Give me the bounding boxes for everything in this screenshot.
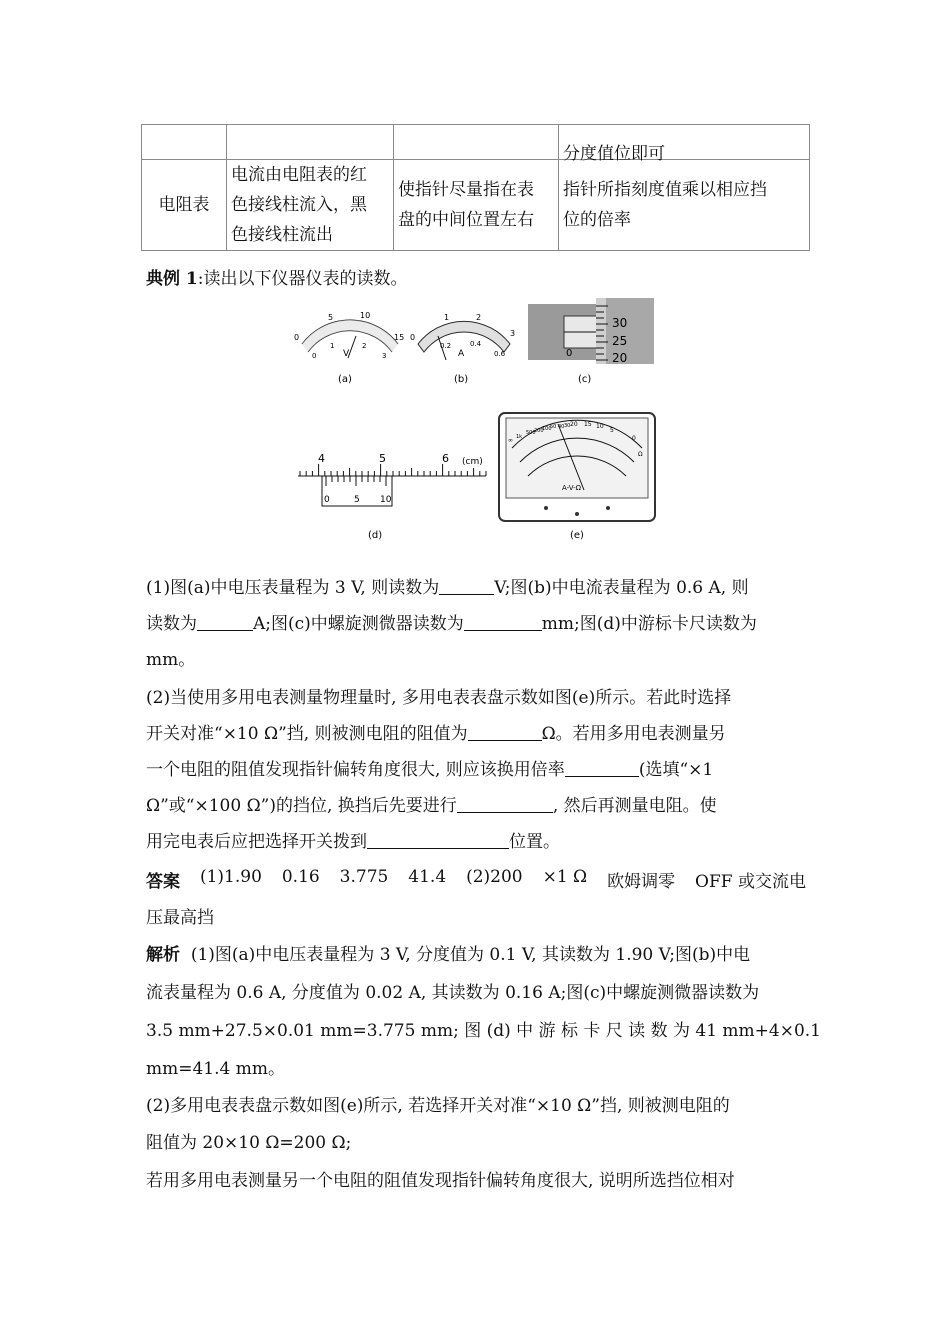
question-2-line-2: 开关对准“×10 Ω”挡, 则被测电阻的阻值为 Ω。若用多用电表测量另 [146,724,726,744]
table-cell-usage: 电流由电阻表的红 色接线柱流入，黑 色接线柱流出 [227,160,394,251]
svg-text:10: 10 [360,311,371,320]
table-cell-name: 电阻表 [142,160,227,251]
svg-text:(cm): (cm) [462,457,483,467]
svg-text:0: 0 [410,333,416,342]
figure-d-vernier-caliper [296,446,496,544]
figure-b-ammeter [408,306,518,388]
svg-text:20: 20 [612,351,628,365]
svg-text:0: 0 [294,333,300,342]
answer-blank[interactable] [565,760,639,777]
svg-text:5: 5 [610,427,614,434]
analysis-line-5: (2)多用电表表盘示数如图(e)所示, 若选择开关对准“×10 Ω”挡, 则被测电阻的 [146,1096,730,1116]
analysis-line-7: 若用多用电表测量另一个电阻的阻值发现指针偏转角度很大, 说明所选挡位相对 [146,1171,735,1191]
table-cell-reading: 指针所指刻度值乘以相应挡 位的倍率 [559,160,810,251]
svg-text:40: 40 [558,424,565,430]
svg-text:500: 500 [526,430,536,436]
answer-blank[interactable] [439,578,494,595]
example-heading: 典例 1:读出以下仪器仪表的读数。 [146,269,408,289]
answer-line-2: 压最高挡 [146,908,214,928]
svg-text:3: 3 [510,329,516,338]
svg-text:1: 1 [330,342,335,350]
svg-text:0.2: 0.2 [440,342,452,350]
svg-text:25: 25 [612,334,628,348]
svg-text:0.6: 0.6 [494,350,506,358]
svg-text:1: 1 [444,313,450,322]
svg-text:20: 20 [570,421,578,428]
analysis-line-3: 3.5 mm+27.5×0.01 mm=3.775 mm; 图 (d) 中 游 标 卡 尺 读 数 为 41 mm+4×0.1 [146,1021,822,1041]
svg-text:0: 0 [632,435,636,442]
svg-text:5: 5 [328,313,334,322]
svg-text:(d): (d) [368,530,383,541]
svg-text:50: 50 [550,424,557,430]
svg-text:100: 100 [542,426,552,432]
svg-text:10: 10 [596,423,604,430]
analysis-line-2: 流表量程为 0.6 A, 分度值为 0.02 A, 其读数为 0.16 A;图(c)中螺旋测微器读数为 [146,983,760,1003]
figure-c-micrometer [528,296,658,388]
svg-text:V: V [343,349,350,359]
svg-text:4: 4 [318,452,325,465]
table-cell-text: 分度值位即可 [563,144,665,164]
svg-text:A-V-Ω: A-V-Ω [562,484,582,492]
answer-line-1: 答案 (1)1.90 0.16 3.775 41.4 (2)200 ×1 Ω 欧姆调零 OFF 或交流电 [146,867,806,892]
svg-text:Ω: Ω [638,451,643,458]
svg-text:6: 6 [442,452,449,465]
figure-e-multimeter [498,412,658,546]
svg-text:30: 30 [612,316,628,330]
table-cell-note: 使指针尽量指在表 盘的中间位置左右 [394,160,559,251]
question-2-line-4: Ω”或“×100 Ω”)的挡位, 换挡后先要进行 , 然后再测量电阻。使 [146,796,717,816]
answer-blank[interactable] [457,796,553,813]
svg-text:0: 0 [566,348,573,359]
question-1-line-2: 读数为 A;图(c)中螺旋测微器读数为 mm;图(d)中游标卡尺读数为 [146,614,757,634]
svg-text:0: 0 [324,495,330,505]
question-1-line-1: (1)图(a)中电压表量程为 3 V, 则读数为 V;图(b)中电流表量程为 0.6 A, 则 [146,578,749,598]
svg-text:2: 2 [362,342,367,350]
question-1-line-3: mm。 [146,650,196,670]
svg-text:2: 2 [476,313,482,322]
svg-text:(b): (b) [454,374,469,385]
answer-blank[interactable] [468,724,542,741]
table-row [142,125,810,160]
question-2-line-3: 一个电阻的阻值发现指针偏转角度很大, 则应该换用倍率 (选填“×1 [146,760,714,780]
answer-blank[interactable] [197,614,253,631]
svg-text:15: 15 [394,333,405,342]
table-row [142,160,810,251]
svg-text:1k: 1k [516,434,523,440]
svg-text:30: 30 [564,423,571,429]
answer-blank[interactable] [367,832,509,849]
svg-text:15: 15 [584,421,592,428]
svg-text:∞: ∞ [508,437,513,444]
svg-text:200: 200 [534,428,544,434]
svg-text:(a): (a) [338,374,352,385]
answer-blank[interactable] [464,614,542,631]
svg-text:5: 5 [379,452,386,465]
figure-a-voltmeter [290,306,410,388]
analysis-line-4: mm=41.4 mm。 [146,1059,285,1079]
svg-text:0: 0 [312,352,317,360]
svg-text:3: 3 [382,352,387,360]
svg-text:(e): (e) [570,530,584,541]
svg-text:0.4: 0.4 [470,340,482,348]
svg-text:5: 5 [354,495,360,505]
analysis-line-6: 阻值为 20×10 Ω=200 Ω; [146,1133,352,1153]
question-2-line-1: (2)当使用多用电表测量物理量时, 多用电表表盘示数如图(e)所示。若此时选择 [146,688,732,708]
question-2-line-5: 用完电表后应把选择开关拨到 位置。 [146,832,560,852]
svg-text:10: 10 [380,495,392,505]
analysis-line-1: 解析 (1)图(a)中电压表量程为 3 V, 分度值为 0.1 V, 其读数为 1.90 V;图(b)中电 [146,945,751,965]
svg-text:A: A [458,349,465,359]
meter-table [141,124,810,251]
svg-text:(c): (c) [578,374,592,385]
